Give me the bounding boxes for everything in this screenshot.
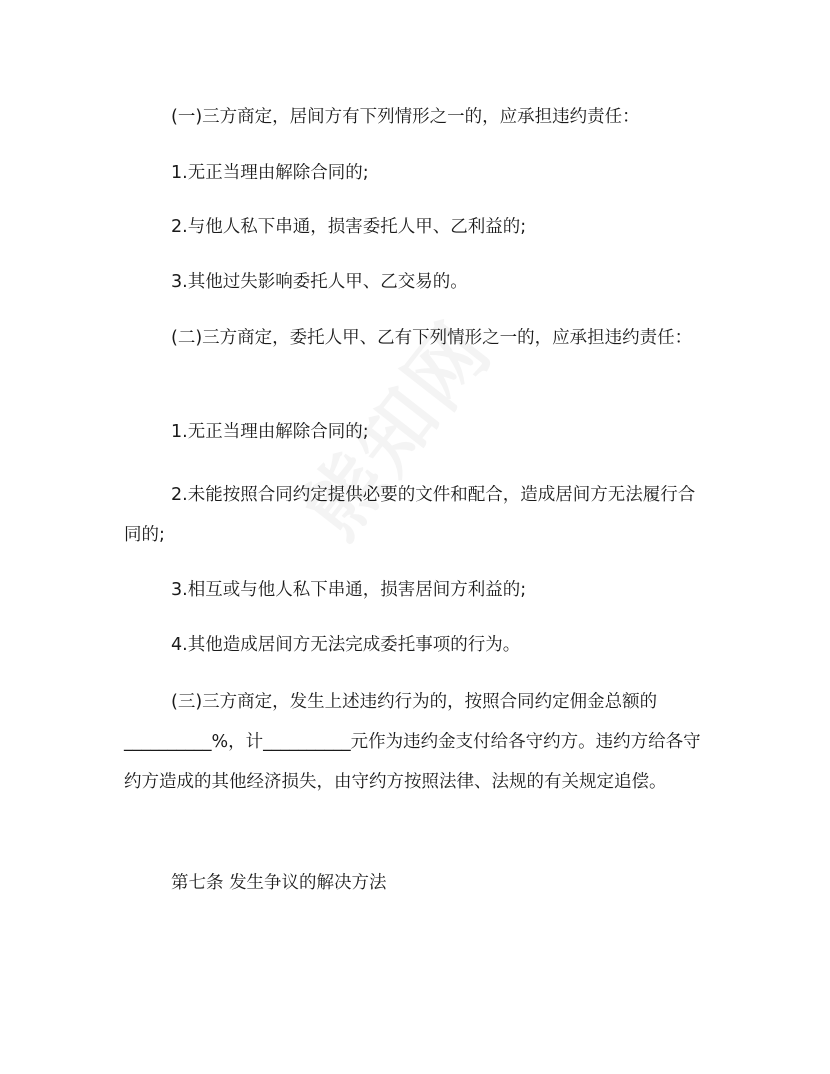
paragraph-clause-2-item-1: 1.无正当理由解除合同的; [171, 422, 369, 442]
paragraph-clause-2: (二)三方商定，委托人甲、乙有下列情形之一的，应承担违约责任： [171, 328, 693, 348]
paragraph-clause-2-item-3: 3.相互或与他人私下串通，损害居间方利益的; [171, 580, 527, 600]
paragraph-clause-2-item-4: 4.其他造成居间方无法完成委托事项的行为。 [171, 635, 521, 655]
paragraph-clause-1: (一)三方商定，居间方有下列情形之一的，应承担违约责任： [171, 107, 640, 127]
paragraph-clause-1-item-2: 2.与他人私下串通，损害委托人甲、乙利益的; [171, 217, 527, 237]
paragraph-clause-3: (三)三方商定，发生上述违约行为的，按照合同约定佣金总额的__________%，计__________元作为违约金支付给各守约方。违约方给各守约方造成的其他经济损失，由守约方按照法律、法规的有关规定追偿。 [124, 692, 701, 792]
paragraph-clause-1-item-3: 3.其他过失影响委托人甲、乙交易的。 [171, 272, 468, 292]
paragraph-clause-1-item-1: 1.无正当理由解除合同的; [171, 163, 369, 183]
section-heading-article-7: 第七条 发生争议的解决方法 [171, 873, 387, 893]
paragraph-clause-2-item-2: 2.未能按照合同约定提供必要的文件和配合，造成居间方无法履行合同的; [124, 485, 696, 545]
